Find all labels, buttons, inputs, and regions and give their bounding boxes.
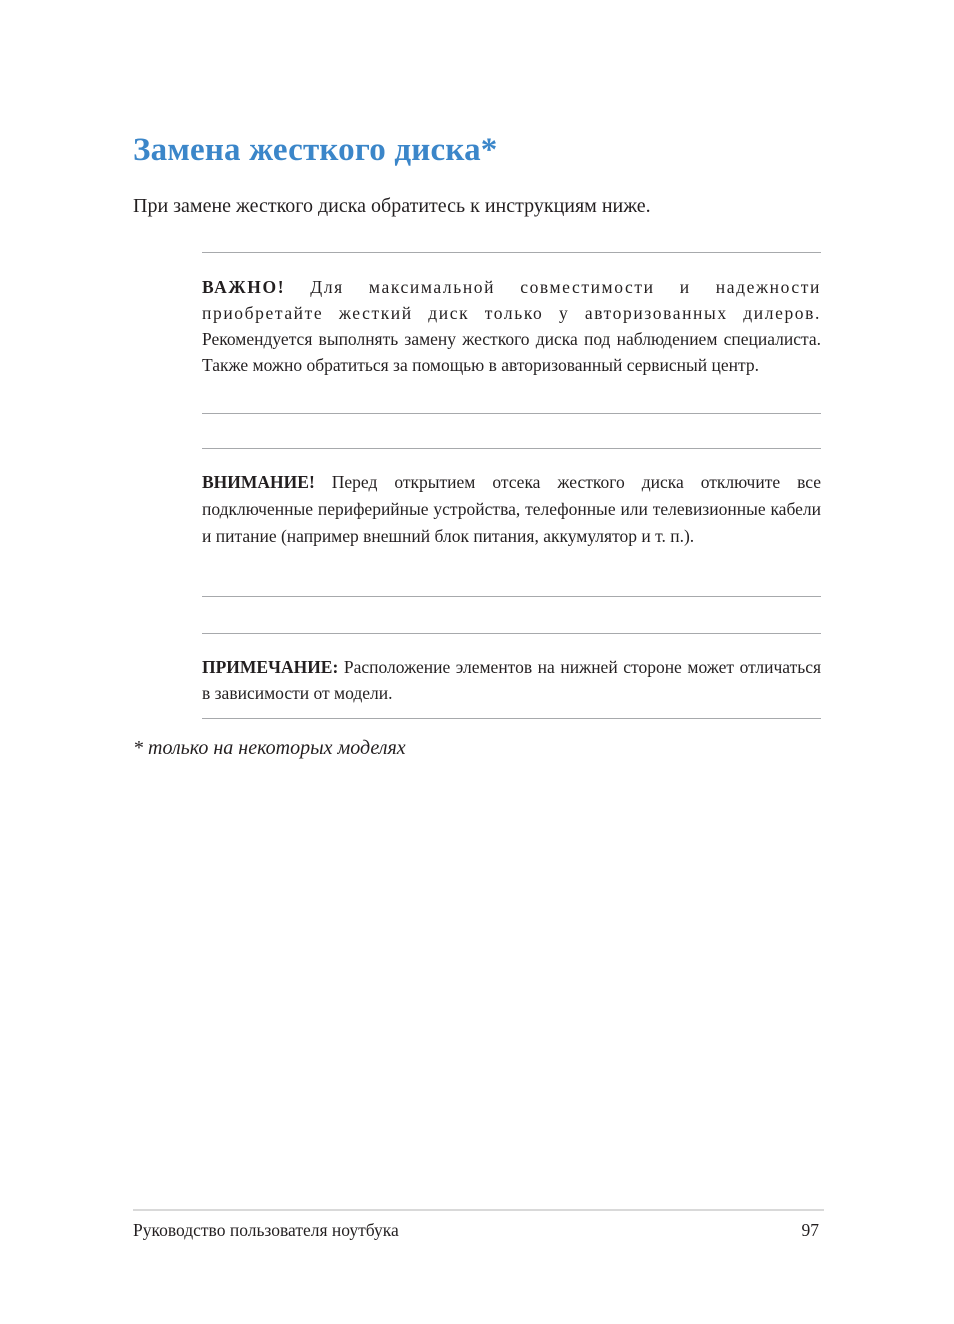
notice-note-body bbox=[202, 654, 821, 706]
footer-manual-name: Руководство пользователя ноутбука bbox=[133, 1220, 399, 1240]
page-title: Замена жесткого диска* bbox=[133, 132, 498, 168]
important-text: Рекомендуется выполнять замену жесткого диска под наблюдением специалиста. Также можно обратиться за помощью в авторизованный сервисный центр. bbox=[202, 329, 821, 375]
footnote: * только на некоторых моделях bbox=[133, 737, 406, 759]
important-label: ВАЖНО! bbox=[202, 277, 286, 297]
important-note-body bbox=[202, 274, 821, 378]
notice-label: ПРИМЕЧАНИЕ: bbox=[202, 657, 339, 677]
intro-text: При замене жесткого диска обратитесь к инструкциям ниже. bbox=[133, 195, 651, 217]
important-note bbox=[202, 252, 821, 414]
warning-label: ВНИМАНИЕ! bbox=[202, 472, 315, 492]
warning-note bbox=[202, 448, 821, 597]
page-number: 97 bbox=[801, 1220, 819, 1240]
warning-text: Перед открытием отсека жесткого диска отключите все подключенные периферийные устройства, телефонные или телевизионные кабели и питание (например внешний блок питания, аккумулятор и т. п.). bbox=[202, 472, 821, 546]
important-text-wide: Для максимальной совместимости и надежности приобретайте жесткий диск только у авторизованных дилеров. bbox=[202, 277, 821, 323]
notice-text: Расположение элементов на нижней стороне может отличаться в зависимости от модели. bbox=[202, 657, 822, 703]
warning-note-body bbox=[202, 469, 821, 550]
footer-divider bbox=[133, 1209, 824, 1211]
notice-note bbox=[202, 633, 821, 719]
